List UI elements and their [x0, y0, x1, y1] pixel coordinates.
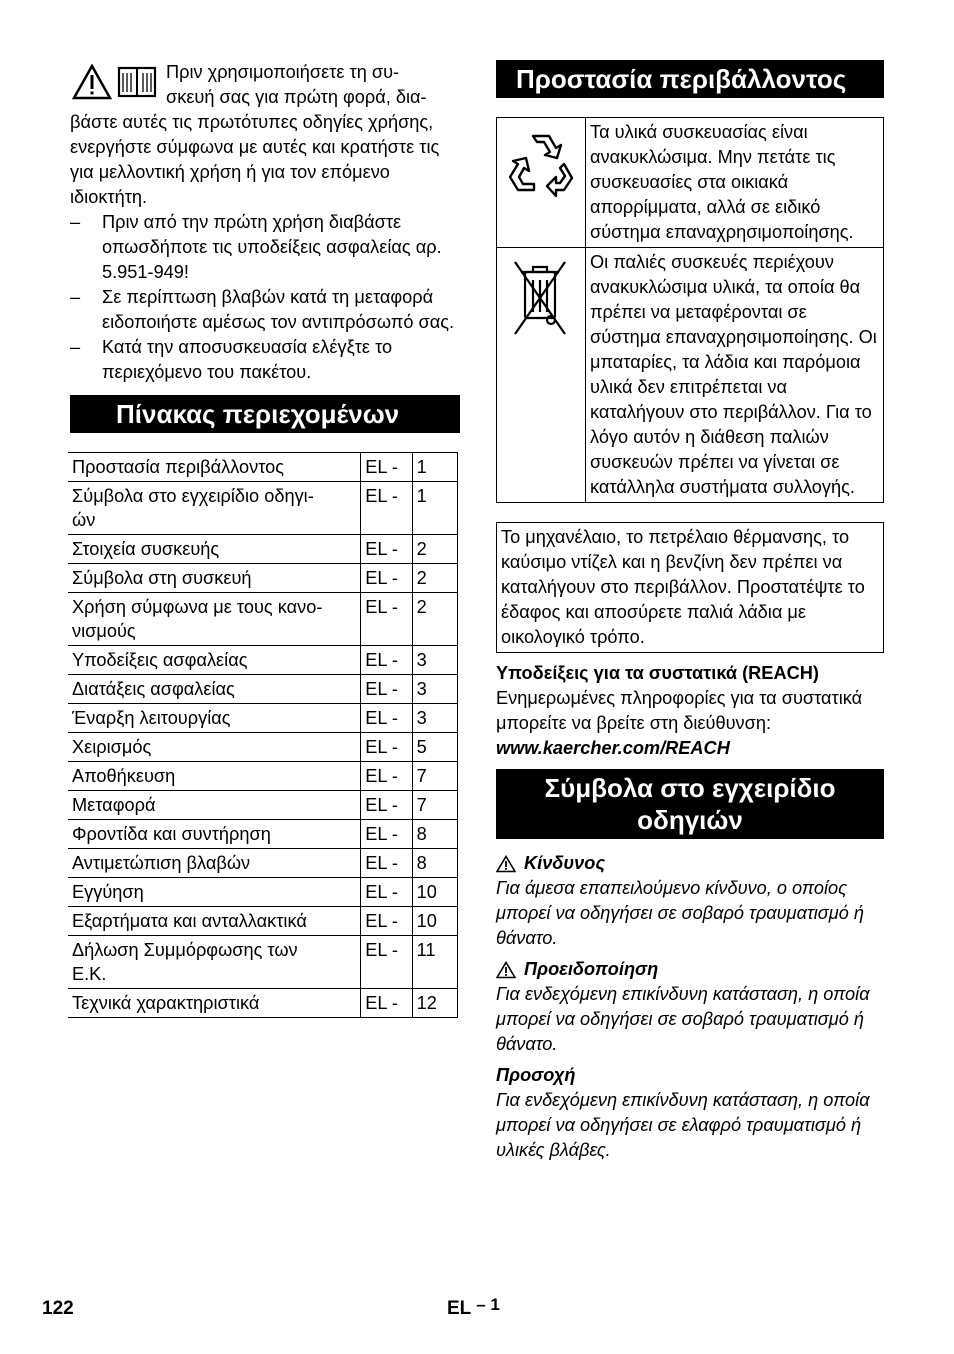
- environment-heading: Προστασία περιβάλλοντος: [496, 60, 884, 98]
- page-number: 122: [42, 1298, 74, 1319]
- table-row[interactable]: [68, 791, 458, 820]
- toc-title: Σύμβολα στη συσκευή: [68, 564, 361, 593]
- right-column: [496, 60, 884, 1163]
- list-item: – Κατά την αποσυσκευασία ελέγξτε το περιεχόμενο του πακέτου.: [70, 337, 393, 382]
- toc-title: Χρήση σύμφωνα με τους κανο- νισμούς: [68, 593, 361, 646]
- reach-text: Ενημερωμένες πληροφορίες για τα συστατικά μπορείτε να βρείτε στη διεύθυνση:: [496, 688, 863, 733]
- intro-section: [70, 60, 460, 385]
- manual-book-icon: [116, 64, 158, 100]
- environment-table: [496, 117, 884, 503]
- oil-note-box: Το μηχανέλαιο, το πετρέλαιο θέρμανσης, το καύσιμο ντίζελ και η βενζίνη δεν πρέπει να καταλήγουν στο περιβάλλον. Προστατέψτε το έδαφος και αποσύρετε παλιά λάδια με οικολογικό τρόπο.: [496, 522, 884, 653]
- intro-icons: [72, 64, 158, 100]
- table-row[interactable]: [68, 733, 458, 762]
- table-row[interactable]: [68, 564, 458, 593]
- toc-title: Έναρξη λειτουργίας: [68, 704, 361, 733]
- toc-code: EL -: [361, 482, 412, 535]
- toc-title: Σύμβολα στο εγχειρίδιο οδηγι- ών: [68, 482, 361, 535]
- warning-triangle-icon: [496, 961, 516, 979]
- table-row[interactable]: [68, 849, 458, 878]
- table-row[interactable]: [68, 820, 458, 849]
- reach-url[interactable]: www.kaercher.com/REACH: [496, 738, 730, 758]
- reach-heading: Υποδείξεις για τα συστατικά (REACH): [496, 663, 819, 683]
- table-row[interactable]: [68, 936, 458, 989]
- toc-title: Εγγύηση: [68, 878, 361, 907]
- toc-code: EL -: [361, 733, 412, 762]
- warning-text: Για ενδεχόμενη επικίνδυνη κατάσταση, η οποία μπορεί να οδηγήσει σε σοβαρό τραυματισμό ή θάνατο.: [496, 984, 870, 1054]
- toc-page: 7: [412, 762, 457, 791]
- intro-text: βάστε αυτές τις πρωτότυπες οδηγίες χρήσης, ενεργήστε σύμφωνα με αυτές και κρατήστε τις για μελλοντική χρήση ή για τον επόμενο ιδιοκτήτη.: [70, 112, 440, 207]
- toc-title: Τεχνικά χαρακτηριστικά: [68, 989, 361, 1018]
- toc-page: 8: [412, 820, 457, 849]
- environment-text: Οι παλιές συσκευές περιέχουν ανακυκλώσιμα υλικά, τα οποία θα πρέπει να μεταφέρονται σε σύστημα επαναχρησιμοποίησης. Οι μπαταρίες, τα λάδια και παρόμοια υλικά δεν επιτρέπεται να καταλήγουν στο περιβάλλον. Για το λόγο αυτόν η διάθεση παλιών συσκευών πρέπει να γίνεται σε κατάλληλα συστήματα συλλογής.: [586, 248, 884, 503]
- toc-title: Αποθήκευση: [68, 762, 361, 791]
- toc-title: Προστασία περιβάλλοντος: [68, 453, 361, 482]
- intro-first-lines: Πριν χρησιμοποιήσετε τη συ- σκευή σας για πρώτη φορά, δια-: [166, 62, 427, 107]
- crossed-bin-icon-cell: [497, 248, 586, 503]
- toc-page: 12: [412, 989, 457, 1018]
- toc-code: EL -: [361, 820, 412, 849]
- table-row[interactable]: [68, 704, 458, 733]
- table-row[interactable]: [68, 482, 458, 535]
- toc-code: EL -: [361, 936, 412, 989]
- toc-page: 5: [412, 733, 457, 762]
- toc-page: 2: [412, 564, 457, 593]
- toc-page: 11: [412, 936, 457, 989]
- table-row[interactable]: [68, 989, 458, 1018]
- table-row[interactable]: [68, 535, 458, 564]
- symbols-list: [496, 851, 884, 1163]
- table-row[interactable]: [68, 907, 458, 936]
- table-row[interactable]: [68, 593, 458, 646]
- recycling-icon: [504, 126, 578, 200]
- toc-code: EL -: [361, 878, 412, 907]
- toc-code: EL -: [361, 849, 412, 878]
- toc-code: EL -: [361, 762, 412, 791]
- toc-page: 7: [412, 791, 457, 820]
- toc-title: Χειρισμός: [68, 733, 361, 762]
- warning-triangle-icon: [72, 64, 112, 100]
- toc-code: EL -: [361, 907, 412, 936]
- toc-page: 1: [412, 482, 457, 535]
- toc-page: 10: [412, 907, 457, 936]
- table-row: [497, 118, 884, 248]
- toc-table: [68, 452, 458, 1018]
- toc-code: EL -: [361, 791, 412, 820]
- warning-heading: Προειδοποίηση: [496, 957, 884, 982]
- toc-code: EL -: [361, 704, 412, 733]
- warning-triangle-icon: [496, 855, 516, 873]
- toc-code: EL -: [361, 646, 412, 675]
- table-row[interactable]: [68, 762, 458, 791]
- toc-page: 1: [412, 453, 457, 482]
- toc-page: 10: [412, 878, 457, 907]
- toc-code: EL -: [361, 675, 412, 704]
- toc-code: EL -: [361, 989, 412, 1018]
- table-row[interactable]: [68, 646, 458, 675]
- toc-page: 2: [412, 593, 457, 646]
- intro-bullets: [70, 210, 460, 385]
- toc-page: 8: [412, 849, 457, 878]
- caution-heading: Προσοχή: [496, 1065, 576, 1085]
- toc-title: Φροντίδα και συντήρηση: [68, 820, 361, 849]
- toc-title: Στοιχεία συσκευής: [68, 535, 361, 564]
- recycling-icon-cell: [497, 118, 586, 248]
- toc-title: Αντιμετώπιση βλαβών: [68, 849, 361, 878]
- toc-page: 3: [412, 704, 457, 733]
- list-item: – Σε περίπτωση βλαβών κατά τη μεταφορά ειδοποιήστε αμέσως τον αντιπρόσωπό σας.: [70, 287, 455, 332]
- left-column: [70, 60, 460, 1018]
- toc-title: Διατάξεις ασφαλείας: [68, 675, 361, 704]
- symbols-heading: Σύμβολα στο εγχειρίδιο οδηγιών: [496, 769, 884, 839]
- toc-code: EL -: [361, 593, 412, 646]
- footer-section: EL – 1: [447, 1295, 500, 1319]
- toc-code: EL -: [361, 453, 412, 482]
- environment-text: Τα υλικά συσκευασίας είναι ανακυκλώσιμα. Μην πετάτε τις συσκευασίες στα οικιακά απορρίμματα, αλλά σε ειδικό σύστημα επαναχρησιμοποίησης.: [586, 118, 884, 248]
- toc-code: EL -: [361, 564, 412, 593]
- toc-title: Δήλωση Συμμόρφωσης των Ε.Κ.: [68, 936, 361, 989]
- toc-heading: Πίνακας περιεχομένων: [70, 395, 460, 433]
- danger-text: Για άμεσα επαπειλούμενο κίνδυνο, ο οποίος μπορεί να οδηγήσει σε σοβαρό τραυματισμό ή θάνατο.: [496, 878, 865, 948]
- table-row[interactable]: [68, 878, 458, 907]
- toc-page: 2: [412, 535, 457, 564]
- toc-title: Εξαρτήματα και ανταλλακτικά: [68, 907, 361, 936]
- toc-title: Μεταφορά: [68, 791, 361, 820]
- danger-heading: Κίνδυνος: [496, 851, 884, 876]
- table-row[interactable]: [68, 453, 458, 482]
- caution-text: Για ενδεχόμενη επικίνδυνη κατάσταση, η οποία μπορεί να οδηγήσει σε ελαφρό τραυματισμό ή υλικές βλάβες.: [496, 1090, 870, 1160]
- table-row: [497, 248, 884, 503]
- toc-page: 3: [412, 646, 457, 675]
- toc-page: 3: [412, 675, 457, 704]
- toc-title: Υποδείξεις ασφαλείας: [68, 646, 361, 675]
- table-row[interactable]: [68, 675, 458, 704]
- list-item: – Πριν από την πρώτη χρήση διαβάστε οπωσδήποτε τις υποδείξεις ασφαλείας αρ. 5.951-949!: [70, 212, 442, 282]
- crossed-bin-icon: [511, 256, 571, 340]
- toc-code: EL -: [361, 535, 412, 564]
